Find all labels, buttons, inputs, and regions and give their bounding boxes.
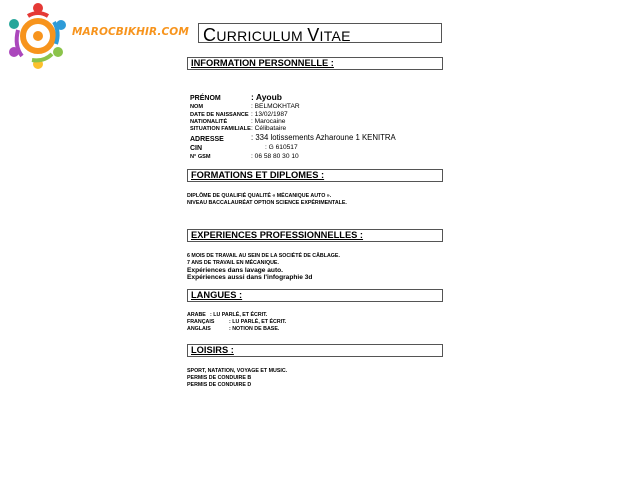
section-languages	[187, 289, 443, 302]
logo-text: MAROCBIKHIR.COM	[72, 26, 189, 38]
language-level: : LU PARLÉ, ET ÉCRIT.	[229, 319, 287, 325]
title-box	[198, 23, 442, 43]
section-heading: INFORMATION PERSONNELLE :	[191, 58, 334, 68]
section-heading: EXPERIENCES PROFESSIONNELLES :	[191, 230, 364, 240]
section-hobbies	[187, 344, 443, 357]
gsm-label: N° GSM	[190, 154, 211, 160]
experience-item: 7 ANS DE TRAVAIL EN MÉCANIQUE.	[187, 260, 279, 266]
nationality-value: : Marocaine	[251, 118, 286, 125]
section-education	[187, 169, 443, 182]
nationality-label: NATIONALITÉ	[190, 119, 228, 125]
language-name: ANGLAIS	[187, 326, 211, 332]
family-status-label: SITUATION FAMILIALE	[190, 126, 251, 132]
language-level: : NOTION DE BASE.	[229, 326, 280, 332]
language-name: FRANÇAIS	[187, 319, 215, 325]
experience-item: Expériences aussi dans l'infographie 3d	[187, 274, 313, 281]
section-heading: LOISIRS :	[191, 345, 234, 355]
cin-value: : G 610517	[265, 144, 298, 151]
nom-label: NOM	[190, 104, 204, 110]
address-value: : 334 lotissements Azharoune 1 KENITRA	[251, 133, 396, 142]
gsm-value: : 06 58 80 30 10	[251, 153, 299, 160]
education-item: NIVEAU BACCALAURÉAT OPTION SCIENCE EXPÉRIMENTALE.	[187, 200, 347, 206]
nom-value: : BELMOKHTAR	[251, 103, 300, 110]
family-status-value: : Célibataire	[251, 125, 287, 132]
logo-people-icon	[0, 0, 72, 72]
experience-item: 6 MOIS DE TRAVAIL AU SEIN DE LA SOCIÉTÉ DE CÂBLAGE.	[187, 253, 340, 259]
dob-value: : 13/02/1987	[251, 111, 288, 118]
cin-label: CIN	[190, 145, 203, 152]
section-heading: FORMATIONS ET DIPLOMES :	[191, 170, 325, 180]
hobby-item: PERMIS DE CONDUIRE D	[187, 382, 252, 388]
hobby-item: PERMIS DE CONDUIRE B	[187, 375, 252, 381]
experience-item: Expériences dans lavage auto.	[187, 267, 284, 274]
prenom-value: : Ayoub	[251, 92, 283, 102]
language-name: ARABE	[187, 312, 206, 318]
section-heading: LANGUES :	[191, 290, 243, 300]
dob-label: DATE DE NAISSANCE	[190, 112, 249, 118]
hobby-item: SPORT, NATATION, VOYAGE ET MUSIC.	[187, 368, 288, 374]
address-label: ADRESSE	[190, 136, 224, 143]
prenom-label: PRÉNOM	[190, 95, 221, 102]
section-personal-info	[187, 57, 443, 70]
education-item: DIPLÔME DE QUALIFIÉ QUALITÉ « MÉCANIQUE AUTO ».	[187, 193, 332, 199]
site-logo[interactable]	[0, 0, 190, 72]
language-level: : LU PARLÉ, ET ÉCRIT.	[210, 312, 268, 318]
section-experience	[187, 229, 443, 242]
page-title: CURRICULUM VITAE	[203, 25, 351, 45]
